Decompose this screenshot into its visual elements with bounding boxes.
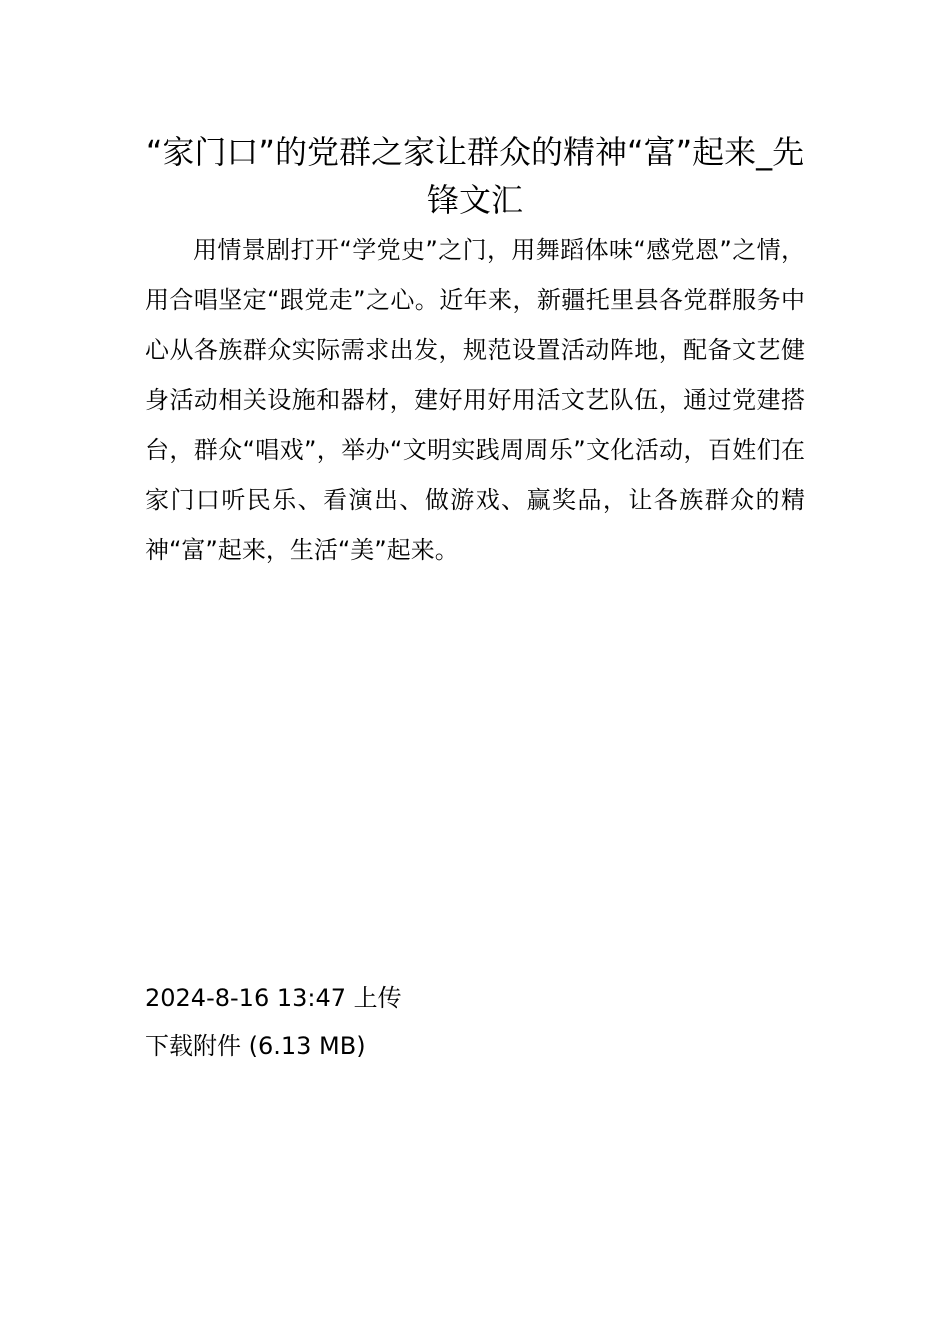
- download-attachment-link[interactable]: 下载附件 (6.13 MB): [145, 1032, 366, 1060]
- article-paragraph: 用情景剧打开“学党史”之门，用舞蹈体味“感党恩”之情，用合唱坚定“跟党走”之心。近年来，新疆托里县各党群服务中心从各族群众实际需求出发，规范设置活动阵地，配备文艺健身活动相关设施和器材，建好用好用活文艺队伍，通过党建搭台，群众“唱戏”，举办“文明实践周周乐”文化活动，百姓们在家门口听民乐、看演出、做游戏、赢奖品，让各族群众的精神“富”起来，生活“美”起来。: [145, 236, 805, 564]
- upload-timestamp: 2024-8-16 13:47 上传: [145, 984, 402, 1012]
- article-title: “家门口”的党群之家让群众的精神“富”起来_先锋文汇: [145, 133, 805, 219]
